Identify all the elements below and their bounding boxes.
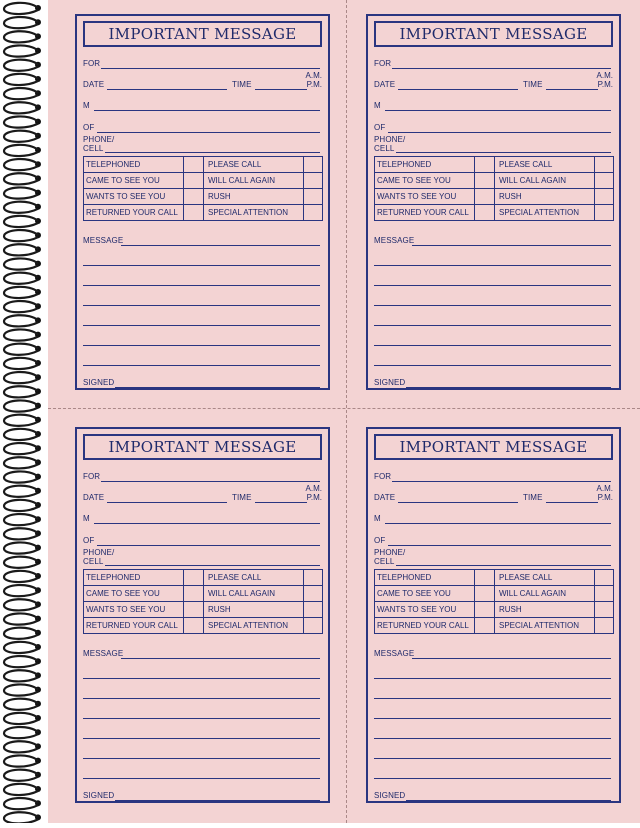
- coil-loop: [4, 656, 38, 667]
- checkbox-grid: [83, 569, 323, 634]
- signed-line[interactable]: [406, 387, 611, 388]
- message-label: MESSAGE: [374, 649, 415, 658]
- message-label: MESSAGE: [83, 236, 124, 245]
- coil-loop: [4, 798, 38, 809]
- coil-loop: [4, 3, 38, 14]
- message-line[interactable]: [83, 678, 320, 679]
- time-line[interactable]: [546, 89, 598, 90]
- coil-loop: [4, 415, 38, 426]
- checkbox-label: CAME TO SEE YOU: [84, 173, 184, 188]
- for-label: FOR: [374, 59, 392, 68]
- checkbox-label: RETURNED YOUR CALL: [84, 618, 184, 634]
- coil-loop: [4, 88, 38, 99]
- am-pm-label: [306, 484, 322, 502]
- coil-loop: [4, 31, 38, 42]
- checkbox-label: WANTS TO SEE YOU: [84, 602, 184, 617]
- message-pad-page: [48, 0, 640, 823]
- for-label: FOR: [83, 472, 101, 481]
- m-line[interactable]: [94, 523, 320, 524]
- checkbox-label: SPECIAL ATTENTION: [204, 618, 304, 634]
- of-line[interactable]: [97, 545, 320, 546]
- time-line[interactable]: [546, 502, 598, 503]
- message-line[interactable]: [374, 325, 611, 326]
- checkbox[interactable]: [184, 189, 204, 204]
- coil-loop: [4, 60, 38, 71]
- signed-line[interactable]: [115, 387, 320, 388]
- phone-label: PHONE/: [83, 135, 115, 144]
- for-line[interactable]: [392, 68, 611, 69]
- message-line[interactable]: [374, 738, 611, 739]
- checkbox-label: WANTS TO SEE YOU: [84, 189, 184, 204]
- coil-loop: [4, 642, 38, 653]
- coil-loop: [4, 102, 38, 113]
- checkbox-row: [84, 205, 322, 221]
- checkbox[interactable]: [595, 586, 612, 601]
- coil-loop: [4, 173, 38, 184]
- for-line[interactable]: [392, 481, 611, 482]
- checkbox-row: [84, 157, 322, 173]
- checkbox[interactable]: [304, 618, 321, 634]
- coil-loop: [4, 301, 38, 312]
- coil-loop: [4, 486, 38, 497]
- coil-loop: [4, 17, 38, 28]
- message-line[interactable]: [83, 778, 320, 779]
- of-line[interactable]: [388, 545, 611, 546]
- date-label: DATE: [83, 80, 105, 89]
- coil-loop: [4, 542, 38, 553]
- coil-loop: [4, 727, 38, 738]
- message-line[interactable]: [83, 325, 320, 326]
- signed-label: SIGNED: [374, 791, 406, 800]
- coil-loop: [4, 557, 38, 568]
- of-line[interactable]: [97, 132, 320, 133]
- checkbox-row: [84, 618, 322, 634]
- checkbox-label: TELEPHONED: [84, 570, 184, 585]
- checkbox-row: [375, 157, 613, 173]
- checkbox-label: SPECIAL ATTENTION: [204, 205, 304, 221]
- date-line[interactable]: [107, 89, 227, 90]
- coil-loop: [4, 358, 38, 369]
- checkbox[interactable]: [595, 602, 612, 617]
- checkbox-label: RETURNED YOUR CALL: [375, 205, 475, 221]
- cell-label: CELL: [83, 557, 104, 566]
- checkbox[interactable]: [184, 586, 204, 601]
- coil-loop: [4, 216, 38, 227]
- checkbox-row: [375, 618, 613, 634]
- m-line[interactable]: [94, 110, 320, 111]
- date-line[interactable]: [398, 502, 518, 503]
- checkbox-label: CAME TO SEE YOU: [375, 586, 475, 601]
- vertical-perforation: [346, 0, 347, 823]
- coil-loop: [4, 230, 38, 241]
- message-form: [366, 427, 621, 803]
- coil-loop: [4, 528, 38, 539]
- message-line[interactable]: [121, 658, 320, 659]
- am-pm-label: [597, 71, 613, 89]
- checkbox-row: [375, 586, 613, 602]
- pm-label: P.M.: [306, 80, 322, 89]
- checkbox[interactable]: [184, 205, 204, 221]
- checkbox[interactable]: [304, 570, 321, 585]
- checkbox-label: PLEASE CALL: [204, 157, 304, 172]
- for-label: FOR: [374, 472, 392, 481]
- cell-label: CELL: [374, 557, 395, 566]
- form-title: IMPORTANT MESSAGE: [83, 21, 322, 47]
- message-label: MESSAGE: [374, 236, 415, 245]
- time-label: TIME: [523, 80, 543, 89]
- m-label: M: [83, 514, 90, 523]
- message-line[interactable]: [374, 265, 611, 266]
- checkbox-grid: [374, 569, 614, 634]
- form-title: IMPORTANT MESSAGE: [83, 434, 322, 460]
- coil-loop: [4, 74, 38, 85]
- message-line[interactable]: [83, 305, 320, 306]
- coil-loop: [4, 628, 38, 639]
- message-line[interactable]: [374, 285, 611, 286]
- checkbox-row: [375, 570, 613, 586]
- coil-loop: [4, 400, 38, 411]
- am-label: A.M.: [596, 484, 613, 493]
- checkbox-label: RUSH: [495, 189, 595, 204]
- coil-loop: [4, 613, 38, 624]
- message-form: [366, 14, 621, 390]
- time-line[interactable]: [255, 89, 307, 90]
- m-line[interactable]: [385, 523, 611, 524]
- coil-loop: [4, 202, 38, 213]
- checkbox[interactable]: [595, 189, 612, 204]
- checkbox[interactable]: [475, 570, 495, 585]
- checkbox-label: SPECIAL ATTENTION: [495, 618, 595, 634]
- checkbox[interactable]: [304, 205, 321, 221]
- coil-loop: [4, 145, 38, 156]
- coil-loop: [4, 329, 38, 340]
- coil-loop: [4, 386, 38, 397]
- checkbox-label: WILL CALL AGAIN: [495, 173, 595, 188]
- checkbox-row: [375, 189, 613, 205]
- coil-loop: [4, 244, 38, 255]
- signed-label: SIGNED: [374, 378, 406, 387]
- of-label: OF: [83, 536, 95, 545]
- pm-label: P.M.: [597, 493, 613, 502]
- phone-label: PHONE/: [374, 135, 406, 144]
- time-line[interactable]: [255, 502, 307, 503]
- message-line[interactable]: [83, 365, 320, 366]
- message-line[interactable]: [83, 698, 320, 699]
- coil-loop: [4, 131, 38, 142]
- message-line[interactable]: [83, 758, 320, 759]
- phone-line[interactable]: [396, 152, 611, 153]
- coil-loop: [4, 287, 38, 298]
- checkbox[interactable]: [184, 618, 204, 634]
- of-label: OF: [83, 123, 95, 132]
- am-label: A.M.: [305, 484, 322, 493]
- am-label: A.M.: [305, 71, 322, 80]
- form-title: IMPORTANT MESSAGE: [374, 21, 613, 47]
- coil-loop: [4, 429, 38, 440]
- coil-loop: [4, 741, 38, 752]
- message-line[interactable]: [374, 365, 611, 366]
- checkbox[interactable]: [595, 570, 612, 585]
- message-line[interactable]: [121, 245, 320, 246]
- coil-loop: [4, 187, 38, 198]
- message-line[interactable]: [374, 678, 611, 679]
- checkbox-label: WILL CALL AGAIN: [495, 586, 595, 601]
- checkbox-label: RETURNED YOUR CALL: [375, 618, 475, 634]
- phone-label: PHONE/: [374, 548, 406, 557]
- pm-label: P.M.: [597, 80, 613, 89]
- coil-loop: [4, 116, 38, 127]
- checkbox-row: [375, 602, 613, 618]
- checkbox[interactable]: [595, 618, 612, 634]
- message-line[interactable]: [374, 718, 611, 719]
- checkbox[interactable]: [184, 157, 204, 172]
- phone-line[interactable]: [105, 152, 320, 153]
- checkbox-label: RUSH: [204, 189, 304, 204]
- for-line[interactable]: [101, 481, 320, 482]
- message-label: MESSAGE: [83, 649, 124, 658]
- form-title: IMPORTANT MESSAGE: [374, 434, 613, 460]
- m-label: M: [374, 514, 381, 523]
- checkbox[interactable]: [184, 602, 204, 617]
- checkbox-row: [375, 173, 613, 189]
- coil-loop: [4, 159, 38, 170]
- checkbox-label: TELEPHONED: [375, 157, 475, 172]
- checkbox-label: PLEASE CALL: [495, 570, 595, 585]
- cell-label: CELL: [83, 144, 104, 153]
- checkbox[interactable]: [475, 189, 495, 204]
- checkbox-label: RUSH: [495, 602, 595, 617]
- checkbox-label: RETURNED YOUR CALL: [84, 205, 184, 221]
- checkbox[interactable]: [475, 586, 495, 601]
- message-line[interactable]: [374, 698, 611, 699]
- am-label: A.M.: [596, 71, 613, 80]
- checkbox-grid: [83, 156, 323, 221]
- checkbox-grid: [374, 156, 614, 221]
- coil-loop: [4, 443, 38, 454]
- message-line[interactable]: [412, 658, 611, 659]
- checkbox-row: [84, 173, 322, 189]
- coil-loop: [4, 670, 38, 681]
- checkbox[interactable]: [475, 173, 495, 188]
- m-line[interactable]: [385, 110, 611, 111]
- checkbox-label: TELEPHONED: [375, 570, 475, 585]
- coil-loop: [4, 571, 38, 582]
- coil-loop: [4, 258, 38, 269]
- message-line[interactable]: [412, 245, 611, 246]
- checkbox-row: [84, 602, 322, 618]
- coil-loop: [4, 315, 38, 326]
- m-label: M: [374, 101, 381, 110]
- of-label: OF: [374, 536, 386, 545]
- phone-label: PHONE/: [83, 548, 115, 557]
- message-line[interactable]: [83, 738, 320, 739]
- coil-loop: [4, 500, 38, 511]
- date-line[interactable]: [107, 502, 227, 503]
- coil-loop: [4, 457, 38, 468]
- checkbox-label: RUSH: [204, 602, 304, 617]
- spiral-binding: [0, 0, 48, 823]
- checkbox-label: WILL CALL AGAIN: [204, 586, 304, 601]
- checkbox-label: TELEPHONED: [84, 157, 184, 172]
- signed-line[interactable]: [115, 800, 320, 801]
- checkbox[interactable]: [304, 173, 321, 188]
- coil-loop: [4, 699, 38, 710]
- checkbox-label: CAME TO SEE YOU: [84, 586, 184, 601]
- message-line[interactable]: [83, 285, 320, 286]
- message-line[interactable]: [374, 305, 611, 306]
- date-label: DATE: [374, 493, 396, 502]
- coil-loop: [4, 372, 38, 383]
- m-label: M: [83, 101, 90, 110]
- checkbox[interactable]: [304, 602, 321, 617]
- pm-label: P.M.: [306, 493, 322, 502]
- message-line[interactable]: [374, 758, 611, 759]
- checkbox-row: [375, 205, 613, 221]
- coil-loop: [4, 585, 38, 596]
- of-line[interactable]: [388, 132, 611, 133]
- message-form: [75, 427, 330, 803]
- message-line[interactable]: [83, 718, 320, 719]
- message-line[interactable]: [374, 345, 611, 346]
- time-label: TIME: [523, 493, 543, 502]
- checkbox-label: CAME TO SEE YOU: [375, 173, 475, 188]
- message-form: [75, 14, 330, 390]
- checkbox[interactable]: [475, 602, 495, 617]
- checkbox-row: [84, 570, 322, 586]
- cell-label: CELL: [374, 144, 395, 153]
- checkbox[interactable]: [475, 618, 495, 634]
- signed-line[interactable]: [406, 800, 611, 801]
- coil-loop: [4, 755, 38, 766]
- checkbox-row: [84, 189, 322, 205]
- coil-loop: [4, 770, 38, 781]
- coil-loop: [4, 684, 38, 695]
- checkbox[interactable]: [304, 157, 321, 172]
- horizontal-perforation: [48, 408, 640, 409]
- phone-line[interactable]: [396, 565, 611, 566]
- coil-loop: [4, 344, 38, 355]
- phone-line[interactable]: [105, 565, 320, 566]
- date-label: DATE: [83, 493, 105, 502]
- date-label: DATE: [374, 80, 396, 89]
- checkbox[interactable]: [595, 205, 612, 221]
- checkbox[interactable]: [595, 173, 612, 188]
- time-label: TIME: [232, 493, 252, 502]
- coil-loop: [4, 514, 38, 525]
- am-pm-label: [597, 484, 613, 502]
- signed-label: SIGNED: [83, 378, 115, 387]
- coil-loop: [4, 599, 38, 610]
- checkbox[interactable]: [595, 157, 612, 172]
- checkbox-label: SPECIAL ATTENTION: [495, 205, 595, 221]
- coil-loop: [4, 713, 38, 724]
- checkbox-label: PLEASE CALL: [204, 570, 304, 585]
- checkbox-label: PLEASE CALL: [495, 157, 595, 172]
- coil-loop: [4, 273, 38, 284]
- checkbox[interactable]: [475, 157, 495, 172]
- time-label: TIME: [232, 80, 252, 89]
- am-pm-label: [306, 71, 322, 89]
- message-line[interactable]: [374, 778, 611, 779]
- message-line[interactable]: [83, 345, 320, 346]
- of-label: OF: [374, 123, 386, 132]
- coil-loop: [4, 784, 38, 795]
- for-line[interactable]: [101, 68, 320, 69]
- signed-label: SIGNED: [83, 791, 115, 800]
- message-line[interactable]: [83, 265, 320, 266]
- checkbox[interactable]: [304, 189, 321, 204]
- checkbox[interactable]: [304, 586, 321, 601]
- checkbox-label: WILL CALL AGAIN: [204, 173, 304, 188]
- checkbox-label: WANTS TO SEE YOU: [375, 189, 475, 204]
- for-label: FOR: [83, 59, 101, 68]
- checkbox-row: [84, 586, 322, 602]
- checkbox-label: WANTS TO SEE YOU: [375, 602, 475, 617]
- coil-loop: [4, 45, 38, 56]
- spiral-coil-icon: [0, 0, 48, 823]
- coil-loop: [4, 471, 38, 482]
- checkbox[interactable]: [475, 205, 495, 221]
- date-line[interactable]: [398, 89, 518, 90]
- checkbox[interactable]: [184, 173, 204, 188]
- coil-loop: [4, 812, 38, 823]
- checkbox[interactable]: [184, 570, 204, 585]
